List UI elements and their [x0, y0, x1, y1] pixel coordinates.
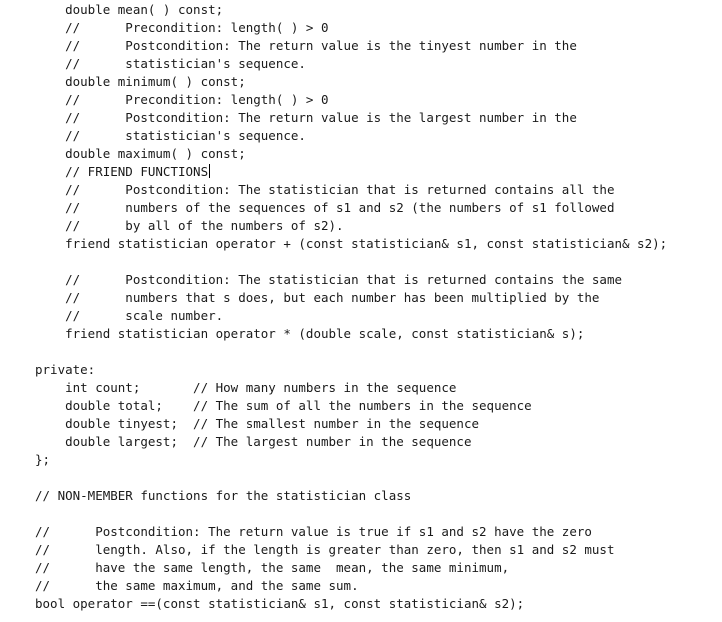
code-line: // statistician's sequence. [35, 56, 306, 71]
code-line-text: // FRIEND FUNCTIONS [35, 164, 209, 179]
code-editor[interactable] [35, 1, 667, 613]
code-line: // have the same length, the same mean, the same minimum, [35, 560, 510, 575]
code-line-with-cursor [35, 163, 667, 181]
code-line: double mean( ) const; [35, 2, 224, 17]
code-line: // the same maximum, and the same sum. [35, 578, 359, 593]
code-line: friend statistician operator + (const statistician& s1, const statistician& s2); [35, 236, 668, 251]
code-line: // Postcondition: The return value is true if s1 and s2 have the zero [35, 524, 592, 539]
code-line: // by all of the numbers of s2). [35, 218, 344, 233]
code-line: double total; // The sum of all the numbers in the sequence [35, 398, 532, 413]
code-line: bool operator ==(const statistician& s1, const statistician& s2); [35, 596, 525, 611]
code-line: // numbers of the sequences of s1 and s2 (the numbers of s1 followed [35, 200, 615, 215]
code-line: // Postcondition: The return value is the tinyest number in the [35, 38, 577, 53]
code-line: // NON-MEMBER functions for the statistician class [35, 488, 412, 503]
code-line: friend statistician operator * (double scale, const statistician& s); [35, 326, 585, 341]
code-line: double largest; // The largest number in the sequence [35, 434, 472, 449]
code-line: // Precondition: length( ) > 0 [35, 92, 329, 107]
code-line: // Postcondition: The return value is the largest number in the [35, 110, 577, 125]
code-line: // statistician's sequence. [35, 128, 306, 143]
code-line [35, 253, 667, 271]
code-line: // length. Also, if the length is greater than zero, then s1 and s2 must [35, 542, 615, 557]
code-line [35, 505, 667, 523]
code-line: private: [35, 362, 96, 377]
code-line: // scale number. [35, 308, 224, 323]
code-line: double minimum( ) const; [35, 74, 246, 89]
text-cursor [209, 164, 210, 178]
code-line: }; [35, 452, 51, 467]
code-line [35, 343, 667, 361]
code-line: // Precondition: length( ) > 0 [35, 20, 329, 35]
code-line: double tinyest; // The smallest number in the sequence [35, 416, 480, 431]
code-line: // numbers that s does, but each number has been multiplied by the [35, 290, 600, 305]
code-line: int count; // How many numbers in the sequence [35, 380, 457, 395]
code-line: // Postcondition: The statistician that is returned contains the same [35, 272, 622, 287]
code-line: double maximum( ) const; [35, 146, 246, 161]
code-line: // Postcondition: The statistician that is returned contains all the [35, 182, 615, 197]
code-line [35, 469, 667, 487]
